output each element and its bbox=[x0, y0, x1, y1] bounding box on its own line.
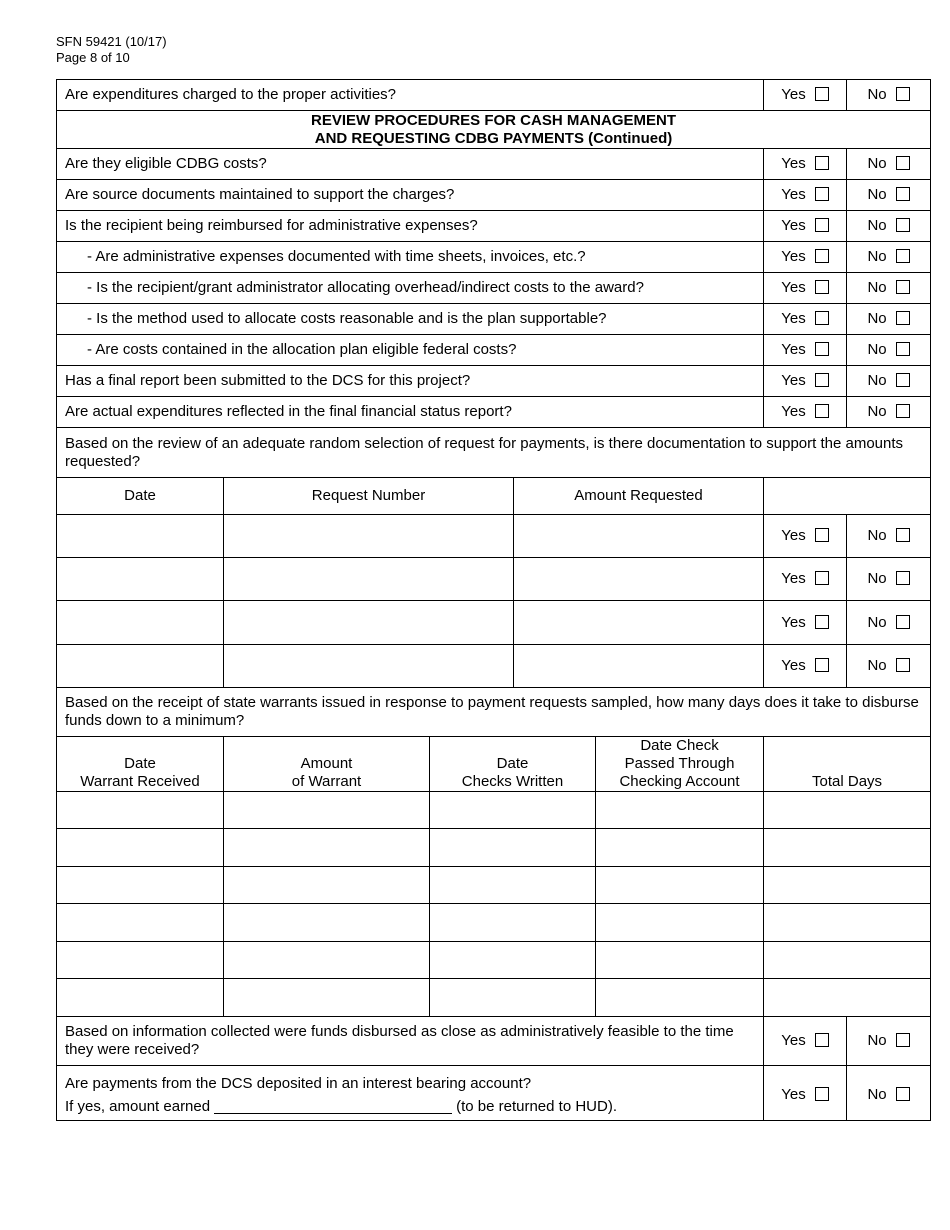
yes-checkbox[interactable] bbox=[815, 1033, 829, 1047]
request-number-cell[interactable] bbox=[224, 645, 514, 688]
yes-option[interactable]: Yes bbox=[764, 211, 847, 242]
date-check-passed-cell[interactable] bbox=[596, 867, 764, 904]
date-cell[interactable] bbox=[57, 515, 224, 558]
column-header-blank bbox=[764, 478, 931, 515]
yes-checkbox[interactable] bbox=[815, 1087, 829, 1101]
interest-question: Are payments from the DCS deposited in an interest bearing account? bbox=[65, 1074, 532, 1092]
question-row bbox=[57, 211, 931, 242]
question-text: Are actual expenditures reflected in the final financial status report? bbox=[57, 397, 764, 428]
date-cell[interactable] bbox=[57, 601, 224, 645]
warrant-row bbox=[57, 792, 931, 829]
yes-option[interactable]: Yes bbox=[764, 601, 847, 645]
yes-option[interactable]: Yes bbox=[764, 1017, 847, 1066]
question-row bbox=[57, 428, 931, 478]
request-number-cell[interactable] bbox=[224, 558, 514, 601]
no-checkbox[interactable] bbox=[896, 658, 910, 672]
column-header-date-warrant-received: Date Warrant Received bbox=[57, 737, 224, 792]
no-checkbox[interactable] bbox=[896, 187, 910, 201]
amount-earned-line: If yes, amount earned (to be returned to HUD). bbox=[65, 1097, 617, 1115]
yes-checkbox[interactable] bbox=[815, 658, 829, 672]
no-option[interactable]: No bbox=[847, 366, 931, 397]
no-checkbox[interactable] bbox=[896, 156, 910, 170]
no-option[interactable]: No bbox=[847, 645, 931, 688]
amount-of-warrant-cell[interactable] bbox=[224, 792, 430, 829]
no-checkbox[interactable] bbox=[896, 528, 910, 542]
yes-option[interactable]: Yes bbox=[764, 149, 847, 180]
total-days-cell[interactable] bbox=[764, 792, 931, 829]
question-text: Are they eligible CDBG costs? bbox=[57, 149, 764, 180]
date-warrant-received-cell[interactable] bbox=[57, 979, 224, 1017]
no-option[interactable]: No bbox=[847, 1066, 931, 1121]
question-text: - Are administrative expenses documented with time sheets, invoices, etc.? bbox=[57, 242, 764, 273]
section-title: REVIEW PROCEDURES FOR CASH MANAGEMENT AND REQUESTING CDBG PAYMENTS (Continued) bbox=[57, 111, 931, 149]
question-text bbox=[57, 1066, 764, 1121]
amount-requested-cell[interactable] bbox=[514, 645, 764, 688]
question-row bbox=[57, 1017, 931, 1066]
yes-checkbox[interactable] bbox=[815, 249, 829, 263]
date-warrant-received-cell[interactable] bbox=[57, 829, 224, 867]
yes-option[interactable]: Yes bbox=[764, 1066, 847, 1121]
payment-row bbox=[57, 558, 931, 601]
no-option[interactable]: No bbox=[847, 149, 931, 180]
yes-option[interactable]: Yes bbox=[764, 80, 847, 111]
request-number-cell[interactable] bbox=[224, 515, 514, 558]
question-text: - Is the recipient/grant administrator allocating overhead/indirect costs to the award? bbox=[57, 273, 764, 304]
question-row bbox=[57, 397, 931, 428]
question-row bbox=[57, 366, 931, 397]
no-option[interactable]: No bbox=[847, 273, 931, 304]
yes-checkbox[interactable] bbox=[815, 311, 829, 325]
date-check-passed-cell[interactable] bbox=[596, 904, 764, 942]
date-checks-written-cell[interactable] bbox=[430, 979, 596, 1017]
form-header bbox=[56, 34, 167, 66]
yes-checkbox[interactable] bbox=[815, 528, 829, 542]
yes-checkbox[interactable] bbox=[815, 280, 829, 294]
no-option[interactable]: No bbox=[847, 242, 931, 273]
page-number: Page 8 of 10 bbox=[56, 50, 130, 65]
no-checkbox[interactable] bbox=[896, 249, 910, 263]
warrant-row bbox=[57, 867, 931, 904]
column-header-date-checks-written: Date Checks Written bbox=[430, 737, 596, 792]
date-check-passed-cell[interactable] bbox=[596, 829, 764, 867]
yes-option[interactable]: Yes bbox=[764, 335, 847, 366]
question-text: Based on information collected were funds disbursed as close as administratively feasible to the time they were received? bbox=[57, 1017, 764, 1066]
date-check-passed-cell[interactable] bbox=[596, 979, 764, 1017]
no-checkbox[interactable] bbox=[896, 218, 910, 232]
question-text: Is the recipient being reimbursed for administrative expenses? bbox=[57, 211, 764, 242]
no-option[interactable]: No bbox=[847, 1017, 931, 1066]
question-text: Are source documents maintained to support the charges? bbox=[57, 180, 764, 211]
amount-of-warrant-cell[interactable] bbox=[224, 867, 430, 904]
question-row bbox=[57, 149, 931, 180]
no-checkbox[interactable] bbox=[896, 1033, 910, 1047]
yes-checkbox[interactable] bbox=[815, 342, 829, 356]
warrant-row bbox=[57, 979, 931, 1017]
no-checkbox[interactable] bbox=[896, 615, 910, 629]
section-header-row bbox=[57, 111, 931, 149]
question-text: Based on the review of an adequate random selection of request for payments, is there documentation to support the amounts requested? bbox=[57, 428, 931, 478]
date-check-passed-cell[interactable] bbox=[596, 942, 764, 979]
date-warrant-received-cell[interactable] bbox=[57, 904, 224, 942]
payment-row bbox=[57, 645, 931, 688]
yes-checkbox[interactable] bbox=[815, 615, 829, 629]
no-option[interactable]: No bbox=[847, 335, 931, 366]
column-header-request-number: Request Number bbox=[224, 478, 514, 515]
total-days-cell[interactable] bbox=[764, 829, 931, 867]
no-option[interactable]: No bbox=[847, 515, 931, 558]
no-option[interactable]: No bbox=[847, 211, 931, 242]
no-option[interactable]: No bbox=[847, 397, 931, 428]
question-row bbox=[57, 304, 931, 335]
amount-of-warrant-cell[interactable] bbox=[224, 829, 430, 867]
question-row bbox=[57, 180, 931, 211]
column-header-date: Date bbox=[57, 478, 224, 515]
payment-row bbox=[57, 515, 931, 558]
yes-checkbox[interactable] bbox=[815, 87, 829, 101]
no-option[interactable]: No bbox=[847, 180, 931, 211]
total-days-cell[interactable] bbox=[764, 942, 931, 979]
warrant-row bbox=[57, 829, 931, 867]
no-checkbox[interactable] bbox=[896, 87, 910, 101]
question-text: - Are costs contained in the allocation plan eligible federal costs? bbox=[57, 335, 764, 366]
yes-checkbox[interactable] bbox=[815, 218, 829, 232]
no-checkbox[interactable] bbox=[896, 571, 910, 585]
date-warrant-received-cell[interactable] bbox=[57, 792, 224, 829]
question-row bbox=[57, 80, 931, 111]
yes-checkbox[interactable] bbox=[815, 373, 829, 387]
total-days-cell[interactable] bbox=[764, 867, 931, 904]
date-checks-written-cell[interactable] bbox=[430, 792, 596, 829]
warrants-header-row bbox=[57, 737, 931, 792]
total-days-cell[interactable] bbox=[764, 979, 931, 1017]
yes-option[interactable]: Yes bbox=[764, 304, 847, 335]
yes-option[interactable]: Yes bbox=[764, 397, 847, 428]
amount-of-warrant-cell[interactable] bbox=[224, 942, 430, 979]
no-checkbox[interactable] bbox=[896, 342, 910, 356]
yes-option[interactable]: Yes bbox=[764, 366, 847, 397]
payments-header-row bbox=[57, 478, 931, 515]
date-checks-written-cell[interactable] bbox=[430, 942, 596, 979]
column-header-amount-of-warrant: Amount of Warrant bbox=[224, 737, 430, 792]
amount-of-warrant-cell[interactable] bbox=[224, 904, 430, 942]
yes-option[interactable]: Yes bbox=[764, 180, 847, 211]
warrant-row bbox=[57, 904, 931, 942]
yes-option[interactable]: Yes bbox=[764, 645, 847, 688]
form-number: SFN 59421 (10/17) bbox=[56, 34, 167, 49]
no-option[interactable]: No bbox=[847, 558, 931, 601]
request-number-cell[interactable] bbox=[224, 601, 514, 645]
warrant-row bbox=[57, 942, 931, 979]
date-checks-written-cell[interactable] bbox=[430, 904, 596, 942]
amount-requested-cell[interactable] bbox=[514, 558, 764, 601]
amount-earned-field[interactable] bbox=[214, 1097, 452, 1114]
date-cell[interactable] bbox=[57, 645, 224, 688]
amount-requested-cell[interactable] bbox=[514, 601, 764, 645]
yes-checkbox[interactable] bbox=[815, 187, 829, 201]
yes-checkbox[interactable] bbox=[815, 404, 829, 418]
amount-of-warrant-cell[interactable] bbox=[224, 979, 430, 1017]
question-text: Based on the receipt of state warrants issued in response to payment requests sampled, how many days does it take to disburse funds down to a minimum? bbox=[57, 688, 931, 737]
column-header-date-check-passed-through: Date Check Passed Through Checking Account bbox=[596, 737, 764, 792]
amount-requested-cell[interactable] bbox=[514, 515, 764, 558]
date-checks-written-cell[interactable] bbox=[430, 829, 596, 867]
question-row bbox=[57, 273, 931, 304]
column-header-total-days: Total Days bbox=[764, 737, 931, 792]
yes-checkbox[interactable] bbox=[815, 156, 829, 170]
question-row bbox=[57, 335, 931, 366]
no-option[interactable]: No bbox=[847, 80, 931, 111]
question-text: - Is the method used to allocate costs reasonable and is the plan supportable? bbox=[57, 304, 764, 335]
question-text: Has a final report been submitted to the DCS for this project? bbox=[57, 366, 764, 397]
no-checkbox[interactable] bbox=[896, 373, 910, 387]
yes-checkbox[interactable] bbox=[815, 571, 829, 585]
date-checks-written-cell[interactable] bbox=[430, 867, 596, 904]
no-option[interactable]: No bbox=[847, 601, 931, 645]
no-checkbox[interactable] bbox=[896, 404, 910, 418]
question-row bbox=[57, 1066, 931, 1121]
review-form-table bbox=[56, 79, 931, 1121]
date-warrant-received-cell[interactable] bbox=[57, 867, 224, 904]
no-option[interactable]: No bbox=[847, 304, 931, 335]
date-check-passed-cell[interactable] bbox=[596, 792, 764, 829]
no-checkbox[interactable] bbox=[896, 1087, 910, 1101]
no-checkbox[interactable] bbox=[896, 280, 910, 294]
payment-row bbox=[57, 601, 931, 645]
column-header-amount-requested: Amount Requested bbox=[514, 478, 764, 515]
question-row bbox=[57, 242, 931, 273]
question-text: Are expenditures charged to the proper activities? bbox=[57, 80, 764, 111]
yes-option[interactable]: Yes bbox=[764, 242, 847, 273]
question-row bbox=[57, 688, 931, 737]
total-days-cell[interactable] bbox=[764, 904, 931, 942]
date-warrant-received-cell[interactable] bbox=[57, 942, 224, 979]
no-checkbox[interactable] bbox=[896, 311, 910, 325]
yes-option[interactable]: Yes bbox=[764, 515, 847, 558]
yes-option[interactable]: Yes bbox=[764, 558, 847, 601]
yes-option[interactable]: Yes bbox=[764, 273, 847, 304]
date-cell[interactable] bbox=[57, 558, 224, 601]
